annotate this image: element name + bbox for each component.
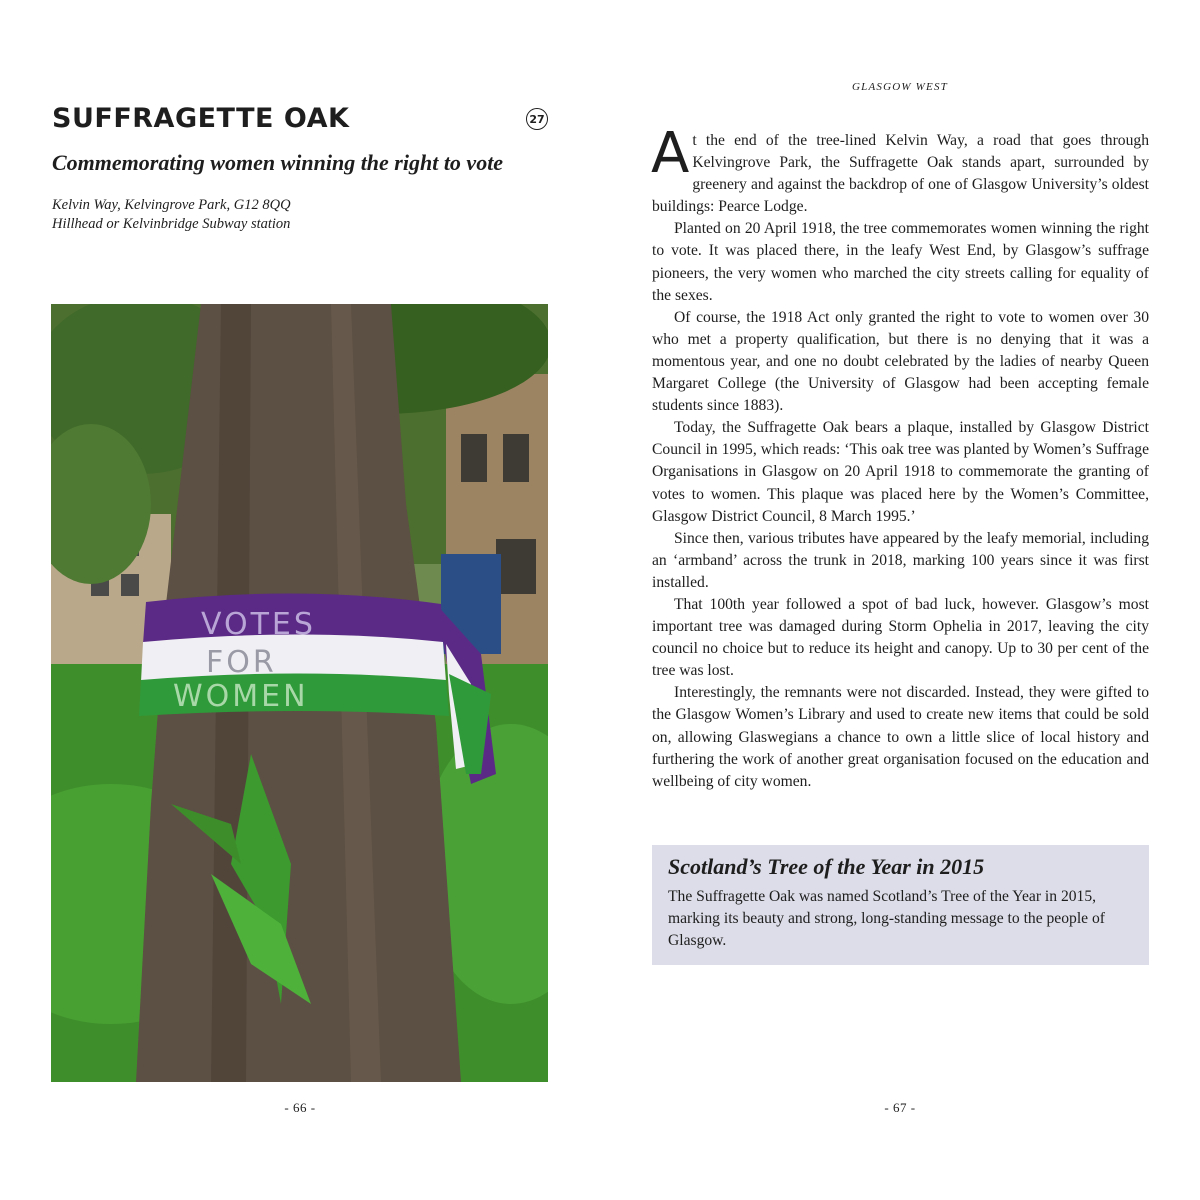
transport-line: Hillhead or Kelvinbridge Subway station <box>52 216 291 232</box>
drop-cap: A <box>651 121 690 186</box>
sidebar-box-title: Scotland’s Tree of the Year in 2015 <box>668 854 985 879</box>
paragraph-text: t the end of the tree-lined Kelvin Way, a road that goes through Kelvingrove Park, the Suffragette Oak stands apart, surrounded by greenery and against the backdrop of one of Glasgow University’s oldest buildings: Pearce Lodge. <box>652 132 1149 216</box>
right-page <box>600 0 1200 1200</box>
paragraph: Today, the Suffragette Oak bears a plaque, installed by Glasgow District Council in 1995, which reads: ‘This oak tree was planted by Women’s Suffrage Organisations in Glasgow on 20 April 1918 to commemorate the granting of votes to women. This plaque was placed here by the Women’s Committee, Glasgow District Council, 8 March 1995.’ <box>652 419 1149 525</box>
page-subtitle: Commemorating women winning the right to vote <box>52 150 504 175</box>
address-line: Kelvin Way, Kelvingrove Park, G12 8QQ <box>52 197 291 213</box>
running-head: GLASGOW WEST <box>852 81 948 93</box>
paragraph: Interestingly, the remnants were not discarded. Instead, they were gifted to the Glasgow Women’s Library and used to create new items that could be sold on, allowing Glaswegians a chance to own a little slice of local history and furthering the work of another great organisation focused on the education and wellbeing of city women. <box>652 684 1149 790</box>
paragraph: That 100th year followed a spot of bad luck, however. Glasgow’s most important tree was damaged during Storm Ophelia in 2017, leaving the city council no choice but to reduce its height and canopy. Up to 30 per cent of the tree was lost. <box>652 595 1149 680</box>
sash-text-for: FOR <box>206 645 277 680</box>
body-text <box>651 121 1149 793</box>
sash-text-votes: VOTES <box>201 607 316 642</box>
entry-number-badge: 27 <box>526 108 548 130</box>
paragraph: Planted on 20 April 1918, the tree commemorates women winning the right to vote. It was placed there, in the leafy West End, by Glasgow’s suffrage pioneers, the very women who marched the city streets calling for equality of the sexes. <box>652 220 1149 304</box>
paragraph <box>651 121 1149 218</box>
address-block <box>52 196 291 234</box>
sash-text-women: WOMEN <box>173 679 309 714</box>
page-title: SUFFRAGETTE OAK <box>52 103 350 134</box>
page-number-right: - 67 - <box>884 1100 916 1115</box>
sidebar-box <box>652 845 1149 965</box>
window <box>121 574 139 596</box>
sidebar-box-text: The Suffragette Oak was named Scotland’s Tree of the Year in 2015, marking its beauty and strong, long-standing message to the people of Glasgow. <box>668 888 1105 950</box>
paragraph: Of course, the 1918 Act only granted the right to vote to women over 30 who met a property qualification, but there is no denying that it was a momentous year, and one no doubt celebrated by the ladies of nearby Queen Margaret College (the University of Glasgow had been accepting female students since 1883). <box>652 308 1149 415</box>
tree-photo <box>51 304 548 1082</box>
window <box>503 434 529 482</box>
window <box>461 434 487 482</box>
page-number-left: - 66 - <box>284 1100 316 1115</box>
tree-photo-illustration <box>51 304 548 1082</box>
window <box>496 539 536 594</box>
paragraph: Since then, various tributes have appeared by the leafy memorial, including an ‘armband’ across the trunk in 2018, marking 100 years since it was first installed. <box>652 529 1149 591</box>
